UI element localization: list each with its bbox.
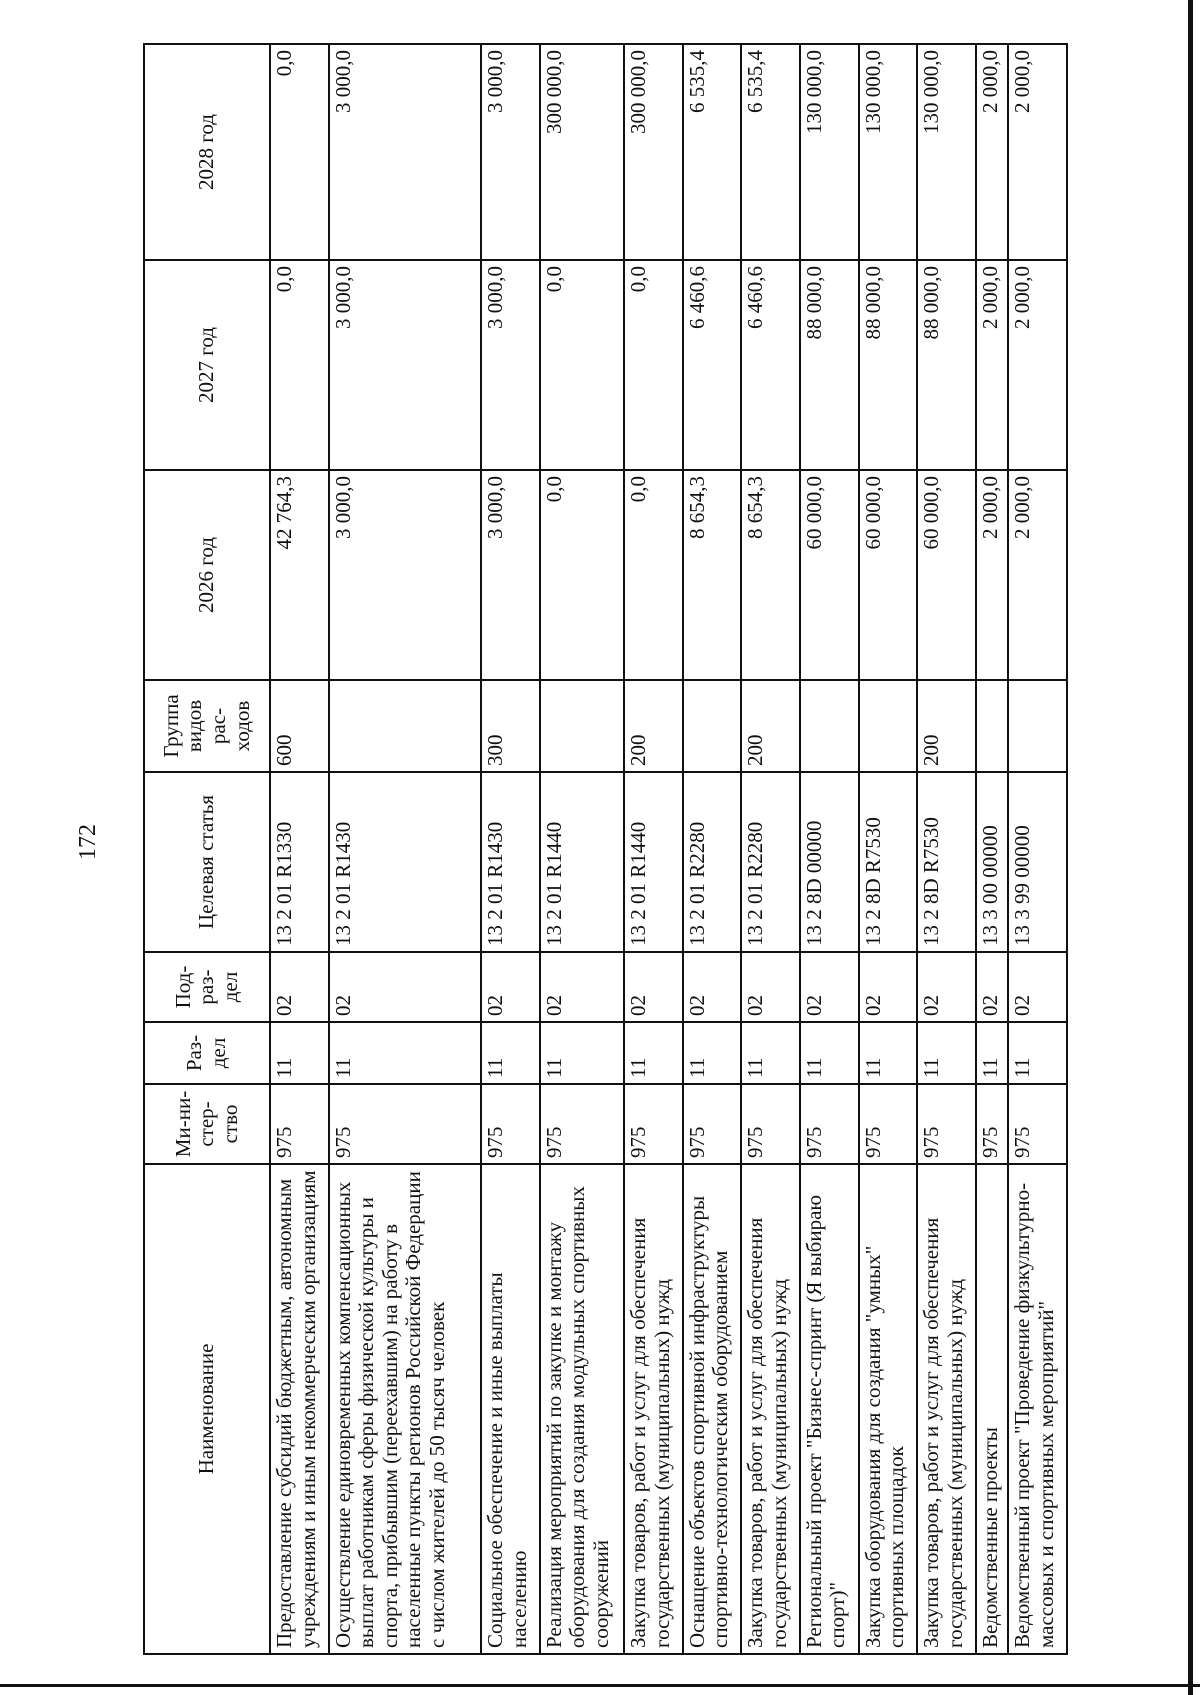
cell-name: Закупка товаров, работ и услуг для обеспечения государственных (муниципальных) нужд — [741, 1164, 800, 1654]
cell-section: 11 — [624, 1022, 683, 1084]
cell-target: 13 3 00 00000 — [976, 772, 1009, 952]
cell-ministry: 975 — [741, 1084, 800, 1164]
header-section: Раз-дел — [144, 1022, 270, 1084]
budget-table — [143, 43, 1068, 1655]
header-2028: 2028 год — [144, 44, 270, 260]
cell-name: Региональный проект "Бизнес-спринт (Я выбираю спорт)" — [800, 1164, 859, 1654]
cell-group — [1008, 680, 1067, 772]
cell-2028: 3 000,0 — [329, 44, 481, 260]
cell-target: 13 2 8D 00000 — [800, 772, 859, 952]
cell-section: 11 — [741, 1022, 800, 1084]
cell-subsection: 02 — [329, 952, 481, 1022]
cell-2028: 3 000,0 — [481, 44, 540, 260]
cell-group — [540, 680, 625, 772]
table-row — [270, 44, 329, 1654]
cell-2027: 2 000,0 — [1008, 260, 1067, 470]
cell-name: Оснащение объектов спортивной инфраструктуры спортивно-технологическим оборудованием — [683, 1164, 742, 1654]
right-border-line — [1188, 0, 1193, 1695]
cell-2027: 88 000,0 — [917, 260, 976, 470]
cell-2028: 130 000,0 — [800, 44, 859, 260]
table-row — [741, 44, 800, 1654]
cell-section: 11 — [976, 1022, 1009, 1084]
cell-target: 13 2 01 R1330 — [270, 772, 329, 952]
cell-group — [329, 680, 481, 772]
header-name: Наименование — [144, 1164, 270, 1654]
cell-2026: 0,0 — [540, 470, 625, 680]
cell-2026: 60 000,0 — [917, 470, 976, 680]
header-target: Целевая статья — [144, 772, 270, 952]
cell-2026: 2 000,0 — [1008, 470, 1067, 680]
cell-2027: 0,0 — [540, 260, 625, 470]
cell-2028: 130 000,0 — [917, 44, 976, 260]
cell-group: 200 — [917, 680, 976, 772]
cell-ministry: 975 — [683, 1084, 742, 1164]
cell-section: 11 — [683, 1022, 742, 1084]
cell-2028: 2 000,0 — [1008, 44, 1067, 260]
cell-2027: 3 000,0 — [329, 260, 481, 470]
cell-group — [800, 680, 859, 772]
cell-group: 200 — [741, 680, 800, 772]
cell-2027: 0,0 — [624, 260, 683, 470]
cell-2027: 0,0 — [270, 260, 329, 470]
cell-2027: 88 000,0 — [859, 260, 918, 470]
cell-target: 13 2 01 R1430 — [329, 772, 481, 952]
cell-subsection: 02 — [741, 952, 800, 1022]
cell-ministry: 975 — [329, 1084, 481, 1164]
table-row — [624, 44, 683, 1654]
cell-ministry: 975 — [976, 1084, 1009, 1164]
bottom-border-line — [0, 1684, 1200, 1687]
cell-group — [683, 680, 742, 772]
cell-name: Закупка товаров, работ и услуг для обеспечения государственных (муниципальных) нужд — [917, 1164, 976, 1654]
cell-name: Предоставление субсидий бюджетным, автономным учреждениям и иным некоммерческим организациям — [270, 1164, 329, 1654]
cell-2026: 3 000,0 — [329, 470, 481, 680]
cell-ministry: 975 — [540, 1084, 625, 1164]
cell-ministry: 975 — [1008, 1084, 1067, 1164]
cell-group: 600 — [270, 680, 329, 772]
cell-subsection: 02 — [859, 952, 918, 1022]
cell-2026: 60 000,0 — [800, 470, 859, 680]
cell-subsection: 02 — [1008, 952, 1067, 1022]
header-ministry: Ми-ни-стер-ство — [144, 1084, 270, 1164]
table-row — [976, 44, 1009, 1654]
cell-subsection: 02 — [917, 952, 976, 1022]
cell-2028: 130 000,0 — [859, 44, 918, 260]
cell-section: 11 — [1008, 1022, 1067, 1084]
cell-group: 300 — [481, 680, 540, 772]
cell-2026: 3 000,0 — [481, 470, 540, 680]
cell-section: 11 — [481, 1022, 540, 1084]
page-number: 172 — [75, 824, 101, 860]
cell-2027: 6 460,6 — [741, 260, 800, 470]
table-row — [859, 44, 918, 1654]
cell-ministry: 975 — [624, 1084, 683, 1164]
cell-target: 13 2 01 R2280 — [741, 772, 800, 952]
table-body — [270, 44, 1067, 1654]
cell-subsection: 02 — [481, 952, 540, 1022]
cell-subsection: 02 — [270, 952, 329, 1022]
cell-section: 11 — [329, 1022, 481, 1084]
rotated-budget-table — [143, 45, 1068, 1655]
header-row — [144, 44, 270, 1654]
header-2027: 2027 год — [144, 260, 270, 470]
cell-ministry: 975 — [270, 1084, 329, 1164]
cell-2028: 6 535,4 — [741, 44, 800, 260]
cell-subsection: 02 — [976, 952, 1009, 1022]
cell-ministry: 975 — [859, 1084, 918, 1164]
cell-2026: 8 654,3 — [683, 470, 742, 680]
cell-section: 11 — [859, 1022, 918, 1084]
cell-subsection: 02 — [683, 952, 742, 1022]
table-row — [800, 44, 859, 1654]
cell-section: 11 — [270, 1022, 329, 1084]
cell-2028: 300 000,0 — [624, 44, 683, 260]
cell-group — [976, 680, 1009, 772]
cell-2028: 6 535,4 — [683, 44, 742, 260]
cell-2028: 2 000,0 — [976, 44, 1009, 260]
cell-subsection: 02 — [624, 952, 683, 1022]
cell-ministry: 975 — [481, 1084, 540, 1164]
cell-group — [859, 680, 918, 772]
cell-2026: 8 654,3 — [741, 470, 800, 680]
cell-2027: 2 000,0 — [976, 260, 1009, 470]
cell-subsection: 02 — [800, 952, 859, 1022]
cell-name: Закупка товаров, работ и услуг для обеспечения государственных (муниципальных) нужд — [624, 1164, 683, 1654]
cell-2026: 0,0 — [624, 470, 683, 680]
cell-section: 11 — [800, 1022, 859, 1084]
cell-2028: 0,0 — [270, 44, 329, 260]
cell-subsection: 02 — [540, 952, 625, 1022]
cell-2027: 3 000,0 — [481, 260, 540, 470]
cell-target: 13 2 01 R2280 — [683, 772, 742, 952]
cell-name: Ведомственные проекты — [976, 1164, 1009, 1654]
cell-target: 13 2 01 R1430 — [481, 772, 540, 952]
cell-2027: 6 460,6 — [683, 260, 742, 470]
header-subsection: Под-раз-дел — [144, 952, 270, 1022]
table-row — [1008, 44, 1067, 1654]
cell-name: Ведомственный проект "Проведение физкультурно-массовых и спортивных мероприятий" — [1008, 1164, 1067, 1654]
cell-2026: 42 764,3 — [270, 470, 329, 680]
cell-target: 13 2 8D R7530 — [917, 772, 976, 952]
cell-2028: 300 000,0 — [540, 44, 625, 260]
cell-name: Реализация мероприятий по закупке и монтажу оборудования для создания модульных спортивных сооружений — [540, 1164, 625, 1654]
cell-target: 13 3 99 00000 — [1008, 772, 1067, 952]
table-row — [683, 44, 742, 1654]
header-group: Группа видов рас-ходов — [144, 680, 270, 772]
table-row — [917, 44, 976, 1654]
cell-2027: 88 000,0 — [800, 260, 859, 470]
cell-target: 13 2 01 R1440 — [540, 772, 625, 952]
cell-target: 13 2 01 R1440 — [624, 772, 683, 952]
table-row — [481, 44, 540, 1654]
cell-name: Закупка оборудования для создания "умных" спортивных площадок — [859, 1164, 918, 1654]
cell-2026: 60 000,0 — [859, 470, 918, 680]
cell-group: 200 — [624, 680, 683, 772]
cell-target: 13 2 8D R7530 — [859, 772, 918, 952]
cell-section: 11 — [917, 1022, 976, 1084]
header-2026: 2026 год — [144, 470, 270, 680]
cell-section: 11 — [540, 1022, 625, 1084]
cell-ministry: 975 — [917, 1084, 976, 1164]
cell-name: Социальное обеспечение и иные выплаты населению — [481, 1164, 540, 1654]
cell-2026: 2 000,0 — [976, 470, 1009, 680]
cell-name: Осуществление единовременных компенсационных выплат работникам сферы физической культуры и спорта, прибывшим (переехавшим) на работу в населенные пункты регионов Российской Федерации с числом жителей до 50 тысяч человек — [329, 1164, 481, 1654]
table-row — [540, 44, 625, 1654]
table-row — [329, 44, 481, 1654]
cell-ministry: 975 — [800, 1084, 859, 1164]
